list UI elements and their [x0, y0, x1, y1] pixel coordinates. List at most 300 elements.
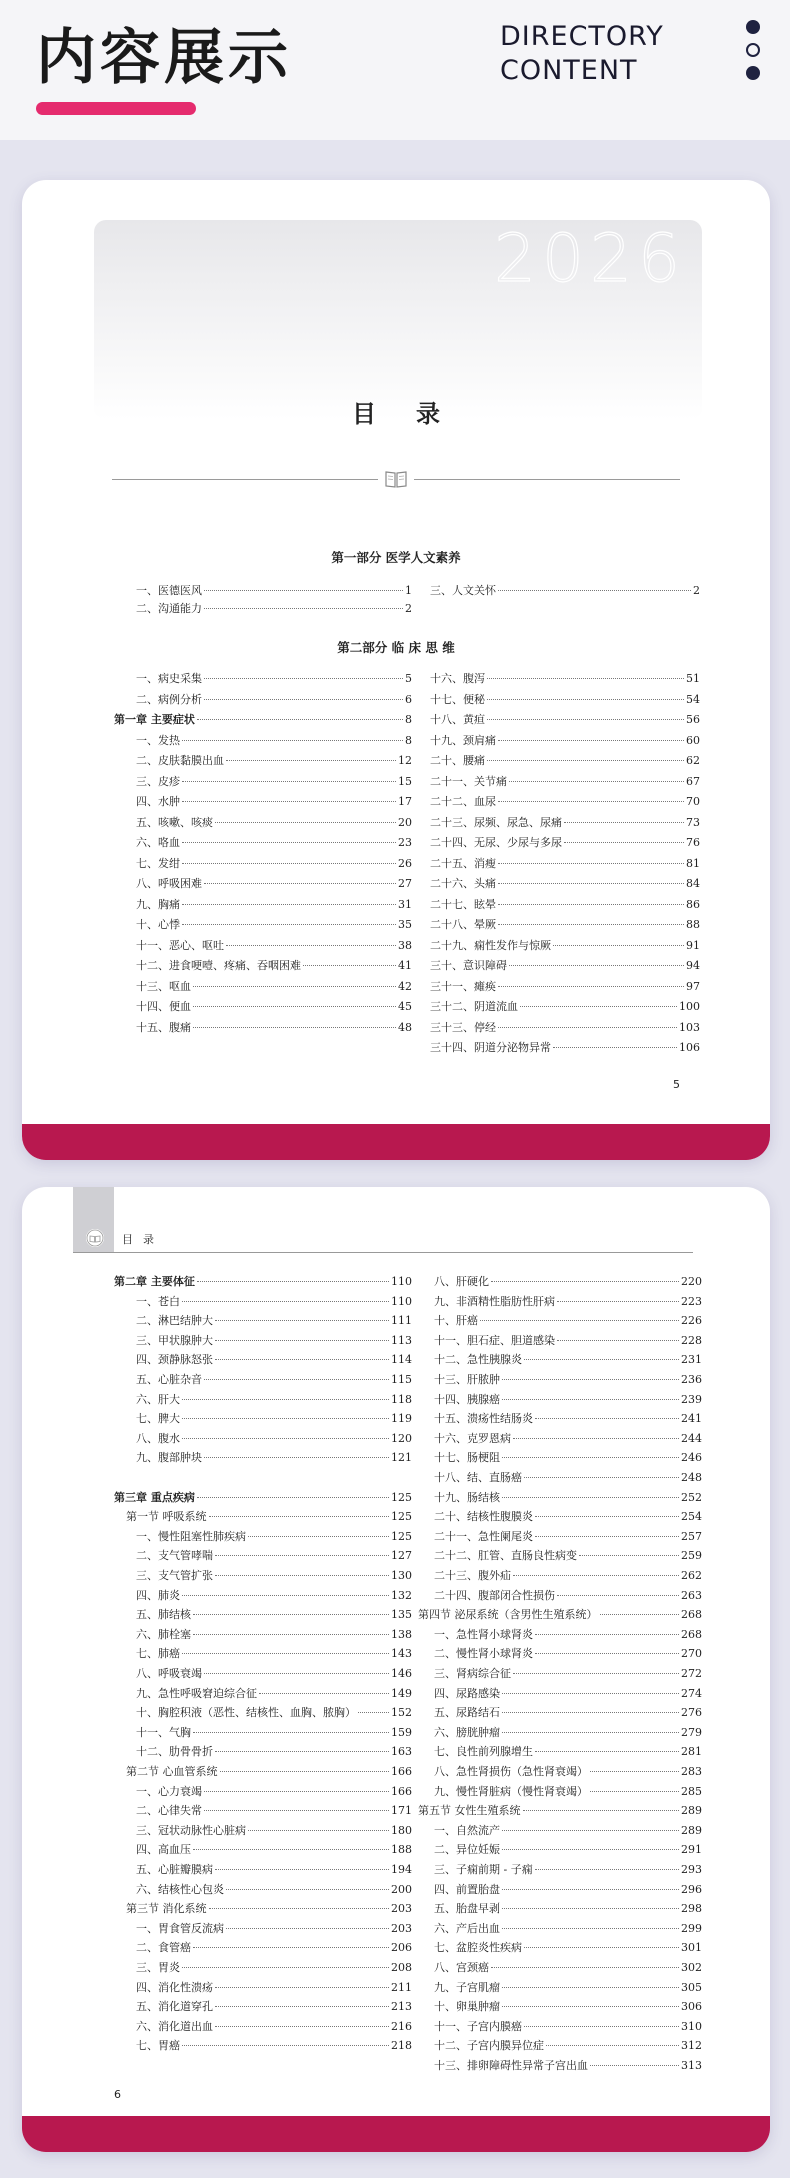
toc-entry-page: 62: [686, 754, 700, 767]
toc-leader-dots: [193, 1947, 389, 1948]
toc-entry: [114, 1528, 412, 1544]
toc-entry-label: 五、尿路结石: [434, 1706, 500, 1720]
toc-entry-page: 211: [391, 1980, 412, 1994]
toc-entry: [430, 691, 700, 707]
toc-entry-label: 九、子宫肌瘤: [434, 1980, 500, 1994]
toc-entry: [114, 1547, 412, 1563]
toc-entry-page: 257: [681, 1529, 702, 1543]
toc-entry: [418, 1920, 702, 1936]
toc-entry-page: 100: [679, 1000, 700, 1013]
toc-entry-label: 第四节 泌尿系统（含男性生殖系统）: [418, 1608, 598, 1622]
toc-entry-label: 七、肺癌: [136, 1647, 180, 1661]
toc-entry-label: 十八、黄疸: [430, 713, 485, 726]
toc-entry-page: 127: [391, 1549, 412, 1563]
toc-entry: [430, 834, 700, 850]
toc-entry-page: 45: [398, 1000, 412, 1013]
toc-entry-page: 285: [681, 1784, 702, 1798]
toc-leader-dots: [209, 1516, 390, 1517]
toc-leader-dots: [197, 1497, 389, 1498]
toc-entry-page: 48: [398, 1020, 412, 1034]
divider-left: [112, 479, 378, 480]
toc-entry-page: 289: [681, 1823, 702, 1837]
toc-entry-page: 35: [398, 918, 412, 931]
toc-leader-dots: [557, 1301, 679, 1302]
toc-entry-page: 51: [686, 672, 700, 685]
toc-entry-page: 91: [686, 938, 700, 952]
toc-entry: [114, 1939, 412, 1955]
toc-entry: [114, 1508, 412, 1524]
toc-leader-dots: [209, 1908, 390, 1909]
toc-entry-label: 第五节 女性生殖系统: [418, 1804, 521, 1818]
toc-leader-dots: [513, 1438, 679, 1439]
toc-leader-dots: [193, 1027, 396, 1028]
toc-entry-label: 七、良性前列腺增生: [434, 1745, 533, 1759]
toc-entry-label: 十九、肠结核: [434, 1490, 500, 1504]
toc-leader-dots: [204, 678, 403, 679]
toc-leader-dots: [524, 1359, 679, 1360]
toc-entry: [136, 600, 412, 616]
toc-entry-label: 四、肺炎: [136, 1588, 180, 1602]
toc-entry-label: 六、结核性心包炎: [136, 1882, 224, 1896]
part2-right-list: [430, 670, 700, 1054]
toc-entry: [418, 1528, 702, 1544]
toc-entry-label: 六、咯血: [136, 836, 180, 849]
toc-entry: [114, 1606, 412, 1622]
toc-entry-label: 二、皮肤黏膜出血: [136, 754, 224, 767]
toc-entry: [114, 773, 412, 789]
toc-entry: [114, 670, 412, 686]
toc-leader-dots: [193, 1614, 389, 1615]
toc-leader-dots: [358, 1712, 389, 1713]
toc-leader-dots: [520, 1006, 677, 1007]
toc-entry-label: 三十、意识障碍: [430, 959, 507, 972]
toc-entry-page: 86: [686, 897, 700, 911]
toc-entry: [114, 1959, 412, 1975]
toc-entry-page: 60: [686, 733, 700, 747]
toc-entry-label: 十三、排卵障碍性异常子宫出血: [434, 2059, 588, 2072]
toc-entry-page: 203: [391, 1921, 412, 1935]
toc-entry: [418, 1822, 702, 1838]
toc-entry: [418, 1430, 702, 1446]
toc-entry: [430, 793, 700, 809]
toc-entry: [418, 1665, 702, 1681]
toc-entry: [418, 1900, 702, 1916]
toc-leader-dots: [502, 1830, 679, 1831]
toc-entry: [114, 1430, 412, 1446]
toc-entry-page: 149: [391, 1686, 412, 1700]
toc-entry-label: 十一、恶心、呕吐: [136, 938, 224, 952]
toc-entry-label: 十一、气胸: [136, 1725, 191, 1739]
toc-entry-page: 6: [405, 692, 412, 706]
toc-entry-page: 130: [391, 1569, 412, 1582]
toc-leader-dots: [215, 1555, 389, 1556]
toc-entry-page: 306: [681, 2000, 702, 2014]
toc-entry-page: 113: [391, 1333, 412, 1347]
toc-entry-label: 一、发热: [136, 733, 180, 747]
toc-entry-page: 135: [391, 1608, 412, 1622]
toc-leader-dots: [204, 1673, 389, 1674]
toc-entry: [418, 1371, 702, 1387]
toc-entry-page: 84: [686, 877, 700, 890]
toc-entry-label: 十、胸腔积液（恶性、结核性、血胸、脓胸）: [136, 1706, 356, 1720]
toc-entry-page: 254: [681, 1510, 702, 1524]
toc-entry-label: 二、病例分析: [136, 692, 202, 706]
toc-entry-page: 276: [681, 1706, 702, 1720]
toc-entry: [430, 773, 700, 789]
book-emblem-icon: [86, 1229, 104, 1247]
toc-entry-page: 114: [391, 1353, 412, 1367]
toc-entry-page: 279: [681, 1725, 702, 1739]
toc-entry-page: 41: [398, 959, 412, 972]
toc-leader-dots: [182, 842, 396, 843]
toc-leader-dots: [553, 1047, 677, 1048]
toc-leader-dots: [513, 1673, 679, 1674]
toc-leader-dots: [564, 842, 684, 843]
toc-entry-label: 三、胃炎: [136, 1961, 180, 1974]
toc-leader-dots: [498, 904, 684, 905]
toc-entry-page: 259: [681, 1549, 702, 1563]
part2-heading: 第二部分 临 床 思 维: [337, 640, 455, 655]
toc-entry-page: 31: [398, 897, 412, 911]
toc-entry-page: 218: [391, 2039, 412, 2053]
toc-entry-page: 293: [681, 1863, 702, 1876]
toc-entry-page: 236: [681, 1373, 702, 1386]
toc-entry: [430, 855, 700, 871]
toc-leader-dots: [226, 760, 396, 761]
toc-entry-label: 三、肾病综合征: [434, 1667, 511, 1680]
toc-entry-page: 73: [686, 815, 700, 829]
toc-entry: [418, 1587, 702, 1603]
toc-entry-label: 二、异位妊娠: [434, 1843, 500, 1857]
toc-entry-label: 二十一、关节痛: [430, 774, 507, 788]
toc-entry: [418, 1881, 702, 1897]
toc-entry: [418, 1332, 702, 1348]
toc-entry-label: 三、支气管扩张: [136, 1569, 213, 1582]
toc-entry-label: 二十九、痫性发作与惊厥: [430, 938, 551, 952]
toc-page-1: [22, 180, 770, 1160]
toc-leader-dots: [215, 822, 396, 823]
toc-entry: [418, 1841, 702, 1857]
header-accent-bar: [36, 102, 196, 115]
toc-entry-page: 23: [398, 836, 412, 849]
toc-entry-label: 第三章 重点疾病: [114, 1490, 195, 1504]
toc-entry-page: 38: [398, 938, 412, 952]
toc-entry-page: 110: [391, 1275, 412, 1288]
toc-entry: [114, 937, 412, 953]
toc-entry-label: 二十、结核性腹膜炎: [434, 1510, 533, 1524]
toc-entry-label: 十、心悸: [136, 918, 180, 931]
toc-entry-page: 81: [686, 856, 700, 870]
toc-entry: [114, 1312, 412, 1328]
toc-entry: [114, 1783, 412, 1799]
toc-entry-label: 十、卵巢肿瘤: [434, 2000, 500, 2014]
toc-leader-dots: [204, 699, 403, 700]
toc-leader-dots: [204, 1457, 389, 1458]
part1-left-list: [136, 582, 412, 618]
toc-leader-dots: [502, 1457, 679, 1458]
toc-leader-dots: [303, 965, 396, 966]
toc-entry: [418, 1802, 702, 1818]
toc-entry-label: 一、苍白: [136, 1294, 180, 1308]
toc-entry-label: 三、人文关怀: [430, 584, 496, 597]
toc-entry-page: 76: [686, 836, 700, 849]
toc-entry: [114, 978, 412, 994]
toc-entry-page: 283: [681, 1765, 702, 1778]
toc-entry: [114, 998, 412, 1014]
toc-leader-dots: [502, 1928, 679, 1929]
toc-leader-dots: [502, 1889, 679, 1890]
toc-leader-dots: [259, 1693, 389, 1694]
header-subtitle-line1: DIRECTORY: [500, 21, 664, 52]
toc-entry-page: 194: [391, 1863, 412, 1876]
toc-entry-label: 二十八、晕厥: [430, 918, 496, 931]
toc-entry-label: 六、肺栓塞: [136, 1627, 191, 1641]
toc-entry: [114, 1665, 412, 1681]
toc-entry-label: 第三节 消化系统: [126, 1902, 207, 1916]
toc-entry: [430, 937, 700, 953]
toc-leader-dots: [487, 699, 684, 700]
toc-entry: [114, 916, 412, 932]
toc-entry: [430, 814, 700, 830]
toc-entry-label: 一、胃食管反流病: [136, 1921, 224, 1935]
page-number: 5: [673, 1078, 680, 1091]
toc-entry-page: 246: [681, 1451, 702, 1465]
toc-entry-label: 二十三、尿频、尿急、尿痛: [430, 815, 562, 829]
toc-entry-label: 十二、子宫内膜异位症: [434, 2039, 544, 2053]
toc-entry-page: 12: [398, 754, 412, 767]
toc-entry-label: 二十五、消瘦: [430, 856, 496, 870]
toc-leader-dots: [600, 1614, 680, 1615]
toc-entry-label: 七、脾大: [136, 1412, 180, 1426]
toc-entry: [430, 957, 700, 973]
toc-entry-page: 15: [398, 774, 412, 788]
toc-entry: [418, 1724, 702, 1740]
toc-entry: [114, 1881, 412, 1897]
part1-heading: 第一部分 医学人文素养: [331, 550, 461, 565]
toc-leader-dots: [502, 1849, 679, 1850]
toc-entry-page: 239: [681, 1392, 702, 1406]
toc-leader-dots: [182, 801, 396, 802]
toc-entry-label: 九、腹部肿块: [136, 1451, 202, 1465]
toc-leader-dots: [502, 1399, 679, 1400]
toc-entry-page: 121: [391, 1451, 412, 1465]
toc-entry-page: 203: [391, 1902, 412, 1916]
toc-entry: [418, 1351, 702, 1367]
toc-entry-label: 第二节 心血管系统: [126, 1765, 218, 1778]
toc-entry: [418, 1449, 702, 1465]
toc-entry-label: 十五、溃疡性结肠炎: [434, 1412, 533, 1426]
toc-entry-page: 125: [391, 1490, 412, 1504]
toc-entry: [114, 1587, 412, 1603]
toc-entry-label: 三十二、阴道流血: [430, 1000, 518, 1013]
toc-entry: [114, 1900, 412, 1916]
toc-entry-page: 188: [391, 1843, 412, 1857]
toc-entry: [418, 1606, 702, 1622]
toc-entry: [418, 2057, 702, 2073]
toc-leader-dots: [248, 1536, 389, 1537]
toc-entry: [114, 1724, 412, 1740]
toc-entry: [418, 1743, 702, 1759]
toc-leader-dots: [215, 2026, 389, 2027]
toc-entry: [430, 582, 700, 598]
toc-entry: [430, 1019, 700, 1035]
toc-leader-dots: [498, 1027, 677, 1028]
toc-entry-label: 五、咳嗽、咳痰: [136, 815, 213, 829]
toc-entry: [430, 732, 700, 748]
toc-leader-dots: [535, 1536, 679, 1537]
toc-entry-page: 262: [681, 1569, 702, 1582]
toc-entry-page: 125: [391, 1510, 412, 1524]
toc-entry-page: 228: [681, 1333, 702, 1347]
toc-entry-label: 二、支气管哮喘: [136, 1549, 213, 1563]
toc-entry-page: 220: [681, 1275, 702, 1288]
toc-entry-page: 103: [679, 1020, 700, 1034]
toc-leader-dots: [590, 1791, 679, 1792]
toc-entry-label: 一、病史采集: [136, 672, 202, 685]
toc-entry-page: 226: [681, 1314, 702, 1328]
header-subtitle: [500, 20, 664, 88]
toc-leader-dots: [182, 781, 396, 782]
toc-leader-dots: [182, 1438, 389, 1439]
toc-entry: [418, 2018, 702, 2034]
toc-entry-page: 152: [391, 1706, 412, 1720]
page2-left-list: [114, 1273, 412, 2093]
toc-entry-label: 六、膀胱肿瘤: [434, 1725, 500, 1739]
toc-entry-label: 二十二、血尿: [430, 795, 496, 808]
toc-entry-label: 八、急性肾损伤（急性肾衰竭）: [434, 1765, 588, 1778]
toc-entry: [114, 1822, 412, 1838]
toc-leader-dots: [502, 1732, 679, 1733]
toc-entry: [114, 1743, 412, 1759]
toc-leader-dots: [226, 1889, 389, 1890]
toc-entry-page: 216: [391, 2019, 412, 2033]
toc-entry: [114, 1802, 412, 1818]
toc-entry-page: 56: [686, 713, 700, 726]
toc-entry-label: 十二、进食哽噎、疼痛、吞咽困难: [136, 959, 301, 972]
toc-entry-page: 8: [405, 733, 412, 747]
toc-entry: [114, 1685, 412, 1701]
toc-leader-dots: [182, 904, 396, 905]
toc-entry: [114, 1273, 412, 1289]
toc-entry: [418, 1508, 702, 1524]
toc-leader-dots: [590, 1771, 679, 1772]
toc-leader-dots: [182, 1653, 389, 1654]
toc-entry-label: 十八、结、直肠癌: [434, 1471, 522, 1484]
toc-entry: [114, 1626, 412, 1642]
page-number: 6: [114, 2088, 121, 2101]
toc-entry-label: 一、心力衰竭: [136, 1784, 202, 1798]
toc-leader-dots: [498, 590, 691, 591]
toc-entry-label: 一、急性肾小球肾炎: [434, 1627, 533, 1641]
toc-entry-page: 302: [681, 1961, 702, 1974]
toc-leader-dots: [182, 1595, 389, 1596]
toc-leader-dots: [535, 1869, 679, 1870]
toc-entry-label: 七、胃癌: [136, 2039, 180, 2053]
toc-entry-page: 143: [391, 1647, 412, 1661]
toc-leader-dots: [193, 986, 396, 987]
toc-entry: [430, 916, 700, 932]
toc-entry: [418, 1273, 702, 1289]
toc-entry-page: 67: [686, 774, 700, 788]
page-header: [0, 0, 790, 140]
toc-entry-page: 252: [681, 1490, 702, 1504]
toc-entry: [114, 1489, 412, 1505]
year-watermark: 2026: [494, 220, 686, 297]
toc-entry: [418, 2037, 702, 2053]
toc-entry-label: 二、淋巴结肿大: [136, 1314, 213, 1328]
toc-entry: [418, 1704, 702, 1720]
toc-entry-page: 244: [681, 1431, 702, 1445]
part1-right-list: [430, 582, 700, 602]
toc-entry-label: 二十四、无尿、少尿与多尿: [430, 836, 562, 849]
toc-entry-label: 八、腹水: [136, 1431, 180, 1445]
part2-left-list: [114, 670, 412, 1040]
toc-entry-label: 三十三、停经: [430, 1020, 496, 1034]
toc-entry-label: 三、冠状动脉性心脏病: [136, 1823, 246, 1837]
toc-entry-label: 十三、呕血: [136, 979, 191, 993]
toc-entry-page: 146: [391, 1667, 412, 1680]
toc-entry-label: 九、急性呼吸窘迫综合征: [136, 1686, 257, 1700]
toc-entry: [418, 1783, 702, 1799]
toc-entry: [418, 1293, 702, 1309]
toc-leader-dots: [579, 1555, 679, 1556]
toc-entry-label: 五、肺结核: [136, 1608, 191, 1622]
toc-entry: [114, 814, 412, 830]
toc-leader-dots: [524, 1477, 679, 1478]
toc-entry-page: 313: [681, 2059, 702, 2072]
toc-leader-dots: [204, 883, 396, 884]
toc-entry-page: 88: [686, 918, 700, 931]
toc-entry: [418, 1391, 702, 1407]
toc-entry-page: 111: [391, 1314, 412, 1328]
toc-leader-dots: [524, 2026, 679, 2027]
toc-leader-dots: [215, 2006, 389, 2007]
toc-entry: [114, 1469, 412, 1485]
toc-leader-dots: [193, 1634, 389, 1635]
toc-entry-page: 138: [391, 1627, 412, 1641]
toc-leader-dots: [491, 1967, 679, 1968]
toc-entry-page: 42: [398, 979, 412, 993]
toc-entry-label: 十三、肝脓肿: [434, 1373, 500, 1386]
toc-leader-dots: [226, 945, 396, 946]
toc-leader-dots: [498, 986, 684, 987]
toc-entry: [418, 1959, 702, 1975]
toc-entry: [418, 1567, 702, 1583]
toc-entry: [114, 711, 412, 727]
toc-entry-page: 8: [405, 713, 412, 726]
toc-leader-dots: [535, 1418, 679, 1419]
toc-entry: [430, 998, 700, 1014]
toc-leader-dots: [193, 1849, 389, 1850]
toc-entry: [114, 1998, 412, 2014]
toc-entry: [114, 1861, 412, 1877]
toc-entry: [418, 1763, 702, 1779]
toc-entry-label: 五、心脏瓣膜病: [136, 1863, 213, 1876]
toc-entry: [114, 1645, 412, 1661]
toc-leader-dots: [502, 1693, 679, 1694]
toc-leader-dots: [204, 608, 403, 609]
toc-entry-page: 289: [681, 1804, 702, 1818]
toc-entry-label: 二、慢性肾小球肾炎: [434, 1647, 533, 1661]
toc-entry-label: 十七、便秘: [430, 692, 485, 706]
toc-entry-page: 223: [681, 1294, 702, 1308]
toc-entry-page: 301: [681, 1941, 702, 1955]
toc-entry: [430, 711, 700, 727]
toc-entry-page: 248: [681, 1471, 702, 1484]
toc-entry-page: 106: [679, 1041, 700, 1054]
toc-leader-dots: [215, 1340, 389, 1341]
toc-entry: [418, 1489, 702, 1505]
